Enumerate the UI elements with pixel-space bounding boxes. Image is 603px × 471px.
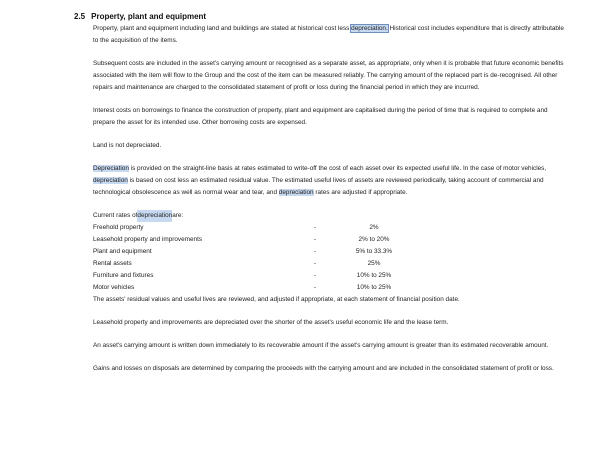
text-run: are: (172, 212, 184, 219)
paragraph-cost-basis (93, 23, 571, 47)
search-highlight: depreciation (93, 177, 128, 184)
table-row (93, 282, 571, 294)
rate-dash: - (313, 236, 317, 243)
paragraph-land: Land is not depreciated. (93, 142, 162, 149)
rate-dash: - (313, 224, 317, 231)
rate-value: 10% to 25% (356, 272, 392, 279)
rates-intro (93, 210, 571, 222)
search-highlight-active: depreciation. (351, 25, 388, 32)
table-row (93, 246, 571, 258)
search-highlight: Depreciation (93, 165, 129, 172)
rate-dash: - (313, 284, 317, 291)
rate-label: Plant and equipment (93, 248, 152, 255)
section-title: Property, plant and equipment (91, 12, 207, 21)
rate-value: 2% to 20% (358, 236, 390, 243)
rate-label: Freehold property (93, 224, 144, 231)
paragraph-interest-costs: Interest costs on borrowings to finance the construction of property, plant and equipment are capitalised during the period of time that is required to complete and prepare the asset for its intended use. Other borrowing costs are expensed. (93, 107, 548, 126)
rate-dash: - (313, 248, 317, 255)
text-run: Historical cost includes expenditure that is directly attributable to the acquisition of the items. (93, 25, 564, 44)
rate-label: Furniture and fixtures (93, 272, 154, 279)
search-highlight: depreciation (278, 189, 314, 196)
table-row (93, 234, 571, 246)
depreciation-rates-table (93, 210, 571, 294)
rate-dash: - (313, 260, 317, 267)
rate-dash: - (313, 272, 317, 279)
rate-label: Motor vehicles (93, 284, 135, 291)
section-number: 2.5 (74, 12, 86, 21)
paragraph-disposals: Gains and losses on disposals are determined by comparing the proceeds with the carrying amount and are included in the consolidated statement of profit or loss. (93, 365, 554, 372)
text-run: Property, plant and equipment including land and buildings are stated at historical cost less (93, 25, 352, 32)
rate-label: Rental assets (93, 260, 132, 267)
rate-value: 10% to 25% (356, 284, 392, 291)
table-row (93, 222, 571, 234)
rate-value: 2% (369, 224, 379, 231)
paragraph-leasehold: Leasehold property and improvements are depreciated over the shorter of the asset's useful economic life and the lease term. (93, 319, 449, 326)
table-row (93, 270, 571, 282)
paragraph-residual-values: The assets' residual values and useful lives are reviewed, and adjusted if appropriate, at each statement of financial position date. (93, 296, 460, 303)
rate-value: 5% to 33.3% (355, 248, 393, 255)
text-run: Current rates of (93, 212, 138, 219)
paragraph-subsequent-costs: Subsequent costs are included in the asset's carrying amount or recognised as a separate asset, as appropriate, only when it is probable that future economic benefits associated with the item will flow to the Group and the cost of the item can be measured reliably. The carrying amount of the replaced part is de-recognised. All other repairs and maintenance are charged to the consolidated statement of profit or loss during the financial period in which they are incurred. (93, 60, 564, 91)
text-run: is provided on the straight-line basis at rates estimated to write-off the cost of each asset over its expected useful life. In the case of motor vehicles, (128, 165, 547, 172)
section-heading (74, 12, 206, 21)
paragraph-depreciation-policy (93, 163, 571, 199)
search-highlight: depreciation (137, 210, 172, 222)
paragraph-impairment: An asset's carrying amount is written down immediately to its recoverable amount if the asset's carrying amount is greater than its estimated recoverable amount. (93, 342, 549, 349)
section-body (93, 23, 571, 375)
text-run: rates are adjusted if appropriate. (313, 189, 408, 196)
rate-value: 25% (367, 260, 381, 267)
rate-label: Leasehold property and improvements (93, 236, 203, 243)
table-row (93, 258, 571, 270)
text-run: is based on cost less an estimated residual value. The estimated useful lives of assets are reviewed periodically, taking account of commercial and technological obsolescence as well as normal wear and tear, and (93, 177, 544, 196)
